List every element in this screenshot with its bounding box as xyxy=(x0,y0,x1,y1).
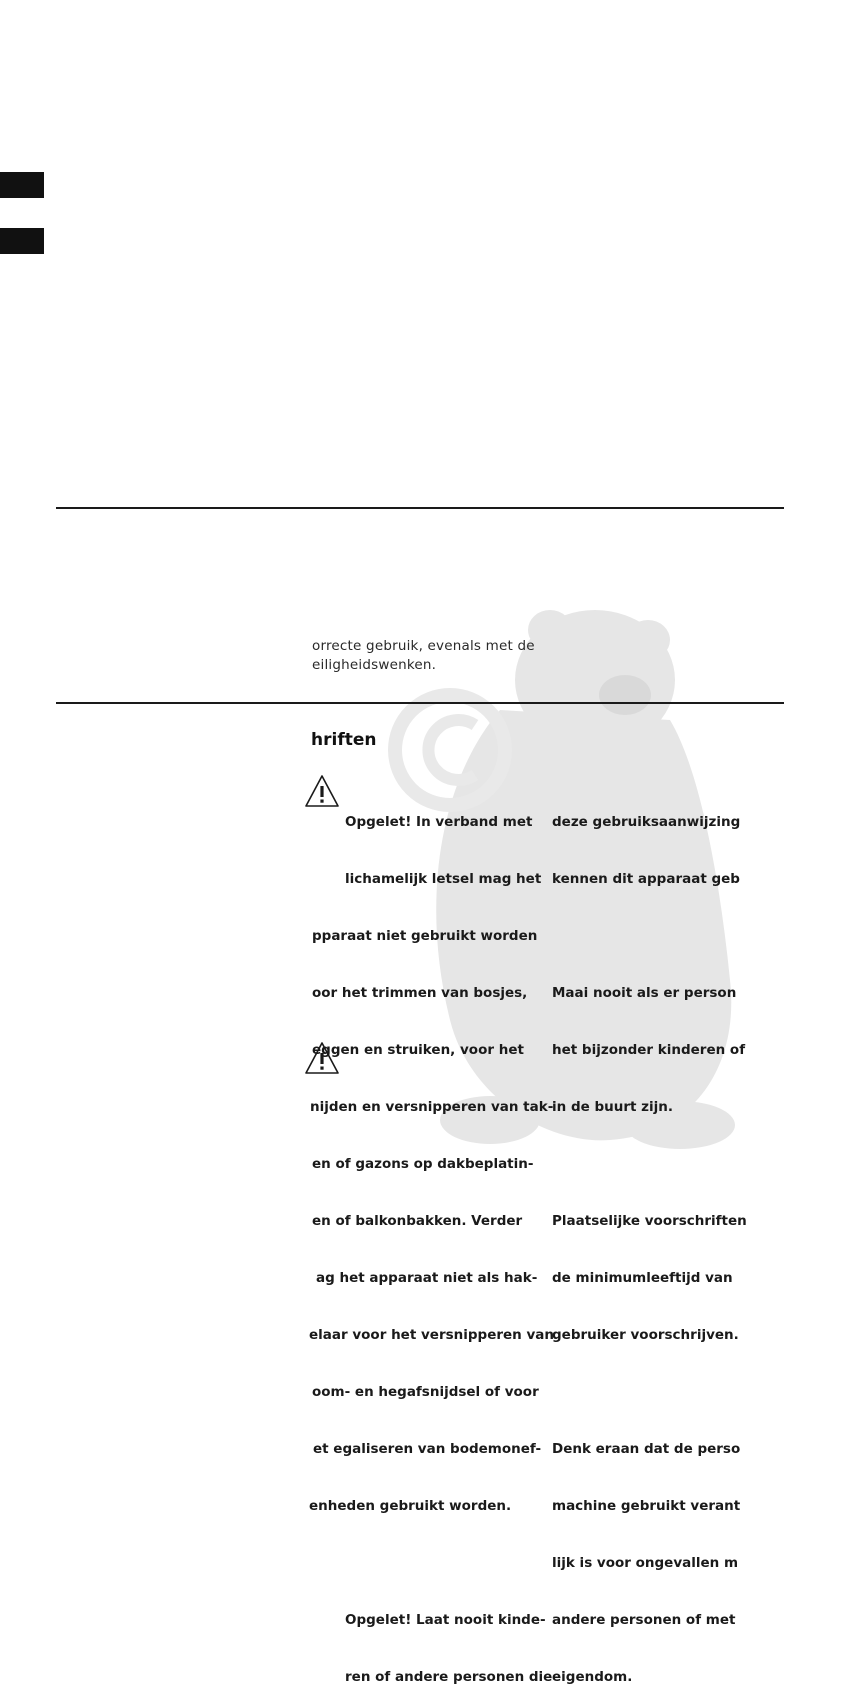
warning-text-line: et egaliseren van bodemonef- xyxy=(313,1441,542,1457)
intro-line: eiligheidswenken. xyxy=(312,657,437,673)
body-text-line: Plaatselijke voorschriften xyxy=(552,1213,747,1229)
intro-text xyxy=(312,636,535,674)
side-tab-marker xyxy=(0,228,44,254)
section-divider xyxy=(56,702,784,704)
warning-text-line: enheden gebruikt worden. xyxy=(309,1498,512,1514)
warning-text-line: en of balkonbakken. Verder xyxy=(312,1213,523,1229)
warning-text-line: nijden en versnipperen van tak- xyxy=(310,1099,554,1115)
warning-text-line: ren of andere personen die xyxy=(345,1669,553,1685)
warning-text-line: oor het trimmen van bosjes, xyxy=(312,985,528,1001)
body-text-line: het bijzonder kinderen of xyxy=(552,1042,746,1058)
body-text-line: gebruiker voorschrijven. xyxy=(552,1327,739,1343)
warning-text-line: oom- en hegafsnijdsel of voor xyxy=(312,1384,539,1400)
intro-line: orrecte gebruik, evenals met de xyxy=(312,638,535,654)
right-column xyxy=(552,775,747,1706)
body-text-line: in de buurt zijn. xyxy=(552,1099,674,1115)
section-heading: hriften xyxy=(311,730,377,750)
warning-text-line: eggen en struiken, voor het xyxy=(312,1042,524,1058)
warning-text-line: Opgelet! In verband met xyxy=(345,814,533,830)
body-text-line: eigendom. xyxy=(552,1669,633,1685)
left-column xyxy=(308,775,554,1706)
body-text-line: lijk is voor ongevallen m xyxy=(552,1555,739,1571)
body-text-line: Maai nooit als er person xyxy=(552,985,737,1001)
body-text-line: machine gebruikt verant xyxy=(552,1498,741,1514)
warning-text-line: en of gazons op dakbeplatin- xyxy=(312,1156,534,1172)
warning-text-line: Opgelet! Laat nooit kinde- xyxy=(345,1612,546,1628)
body-text-line: kennen dit apparaat geb xyxy=(552,871,740,887)
side-tab-marker xyxy=(0,172,44,198)
warning-text-line: elaar voor het versnipperen van xyxy=(309,1327,555,1343)
body-text-line: Denk eraan dat de perso xyxy=(552,1441,741,1457)
body-text-line: andere personen of met xyxy=(552,1612,736,1628)
body-text-line: deze gebruiksaanwijzing xyxy=(552,814,741,830)
warning-text-line: lichamelijk letsel mag het xyxy=(345,871,542,887)
warning-text-line: pparaat niet gebruikt worden xyxy=(312,928,538,944)
body-text-line: de minimumleeftijd van xyxy=(552,1270,733,1286)
warning-text-line: ag het apparaat niet als hak- xyxy=(316,1270,538,1286)
section-divider xyxy=(56,507,784,509)
